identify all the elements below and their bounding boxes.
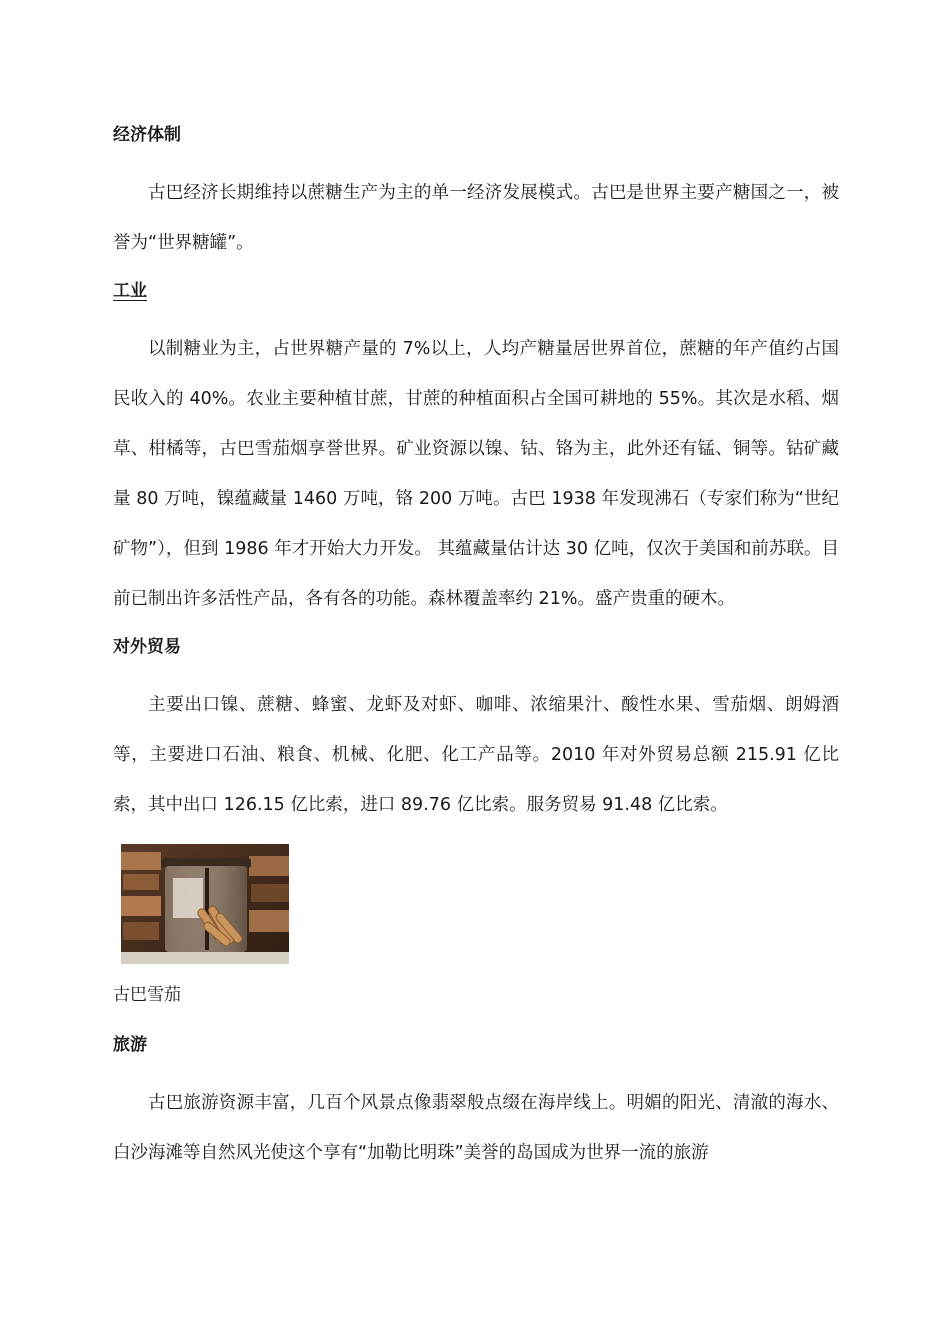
- document-page: [113, 118, 839, 1178]
- paragraph-trade: 主要出口镍、蔗糖、蜂蜜、龙虾及对虾、咖啡、浓缩果汁、酸性水果、雪茄烟、朗姆酒等，主要进口石油、粮食、机械、化肥、化工产品等。2010 年对外贸易总额 215.91 亿比索，其中出口 126.15 亿比索，进口 89.76 亿比索。服务贸易 91.48 亿比索。: [113, 695, 839, 815]
- paragraph-industry: 以制糖业为主，占世界糖产量的 7%以上，人均产糖量居世界首位，蔗糖的年产值约占国民收入的 40%。农业主要种植甘蔗，甘蔗的种植面积占全国可耕地的 55%。其次是水稻、烟草、柑橘等，古巴雪茄烟享誉世界。矿业资源以镍、钴、铬为主，此外还有锰、铜等。钴矿藏量 80 万吨，镍蕴藏量 1460 万吨，铬 200 万吨。古巴 1938 年发现沸石（专家们称为“世纪矿物”），但到 1986 年才开始大力开发。 其蕴藏量估计达 30 亿吨，仅次于美国和前苏联。目前已制出许多活性产品，各有各的功能。森林覆盖率约 21%。盛产贵重的硬木。: [113, 339, 839, 609]
- paragraph-tourism: 古巴旅游资源丰富，几百个风景点像翡翠般点缀在海岸线上。明媚的阳光、清澈的海水、白沙海滩等自然风光使这个享有“加勒比明珠”美誉的岛国成为世界一流的旅游: [113, 1093, 839, 1163]
- section-heading-trade: 对外贸易: [113, 637, 181, 657]
- section-heading-economy: 经济体制: [113, 125, 181, 145]
- figure-caption: 古巴雪茄: [113, 985, 181, 1005]
- section-heading-tourism: 旅游: [113, 1035, 147, 1055]
- section-heading-industry: 工业: [113, 281, 147, 301]
- cigar-photo: [121, 844, 289, 964]
- paragraph-economy: 古巴经济长期维持以蔗糖生产为主的单一经济发展模式。古巴是世界主要产糖国之一，被誉为“世界糖罐”。: [113, 183, 839, 253]
- cigar-jar-image: [121, 844, 289, 964]
